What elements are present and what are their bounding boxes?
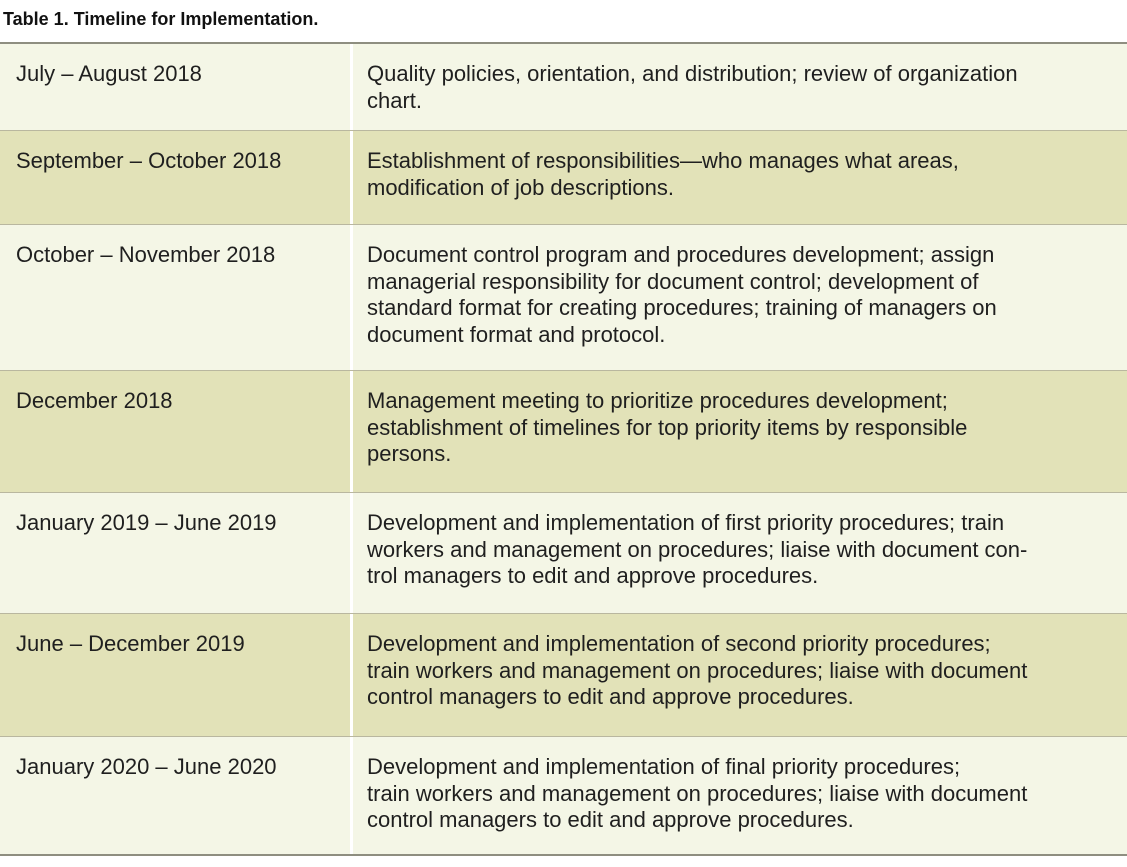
period-cell: September – October 2018 — [0, 131, 353, 224]
timeline-table — [0, 42, 1127, 856]
activity-line: Development and implementation of final priority procedures; — [367, 754, 961, 779]
activity-line: Quality policies, orientation, and distribution; review of organization — [367, 61, 1018, 86]
activity-line: modification of job descriptions. — [367, 174, 674, 200]
activity-line: Development and implementation of first priority procedures; train — [367, 510, 1005, 535]
activity-line: Establishment of responsibilities—who manages what areas, — [367, 148, 959, 173]
activity-line: Development and implementation of second priority procedures; — [367, 631, 991, 656]
table-row — [0, 737, 1127, 854]
activity-cell — [353, 614, 1127, 736]
table-row — [0, 493, 1127, 614]
period-cell: June – December 2019 — [0, 614, 353, 736]
activity-cell — [353, 737, 1127, 854]
activity-cell — [353, 44, 1127, 130]
period-cell: December 2018 — [0, 371, 353, 492]
activity-line: control managers to edit and approve procedures. — [367, 807, 854, 832]
period-cell: January 2019 – June 2019 — [0, 493, 353, 613]
activity-line: Management meeting to prioritize procedures development; — [367, 388, 948, 413]
activity-cell — [353, 225, 1127, 370]
table-row — [0, 44, 1127, 131]
activity-line: trol managers to edit and approve procedures. — [367, 563, 819, 588]
period-cell: July – August 2018 — [0, 44, 353, 130]
table-caption: Table 1. Timeline for Implementation. — [3, 9, 319, 29]
table-row — [0, 131, 1127, 225]
activity-line: train workers and management on procedures; liaise with document — [367, 657, 1028, 683]
table-row — [0, 614, 1127, 737]
activity-line: document format and protocol. — [367, 321, 666, 347]
activity-line: chart. — [367, 87, 423, 113]
activity-line: Document control program and procedures development; assign — [367, 242, 995, 267]
table-row — [0, 225, 1127, 371]
activity-line: control managers to edit and approve procedures. — [367, 684, 854, 709]
period-cell: October – November 2018 — [0, 225, 353, 370]
activity-cell — [353, 131, 1127, 224]
period-cell: January 2020 – June 2020 — [0, 737, 353, 854]
activity-line: persons. — [367, 441, 452, 466]
table-row — [0, 371, 1127, 493]
activity-line: establishment of timelines for top priority items by responsible — [367, 414, 968, 440]
activity-line: standard format for creating procedures; training of managers on — [367, 295, 997, 320]
activity-line: workers and management on procedures; liaise with document con- — [367, 536, 1028, 562]
activity-line: managerial responsibility for document control; development of — [367, 268, 979, 294]
activity-cell — [353, 493, 1127, 613]
activity-cell — [353, 371, 1127, 492]
activity-line: train workers and management on procedures; liaise with document — [367, 780, 1028, 806]
